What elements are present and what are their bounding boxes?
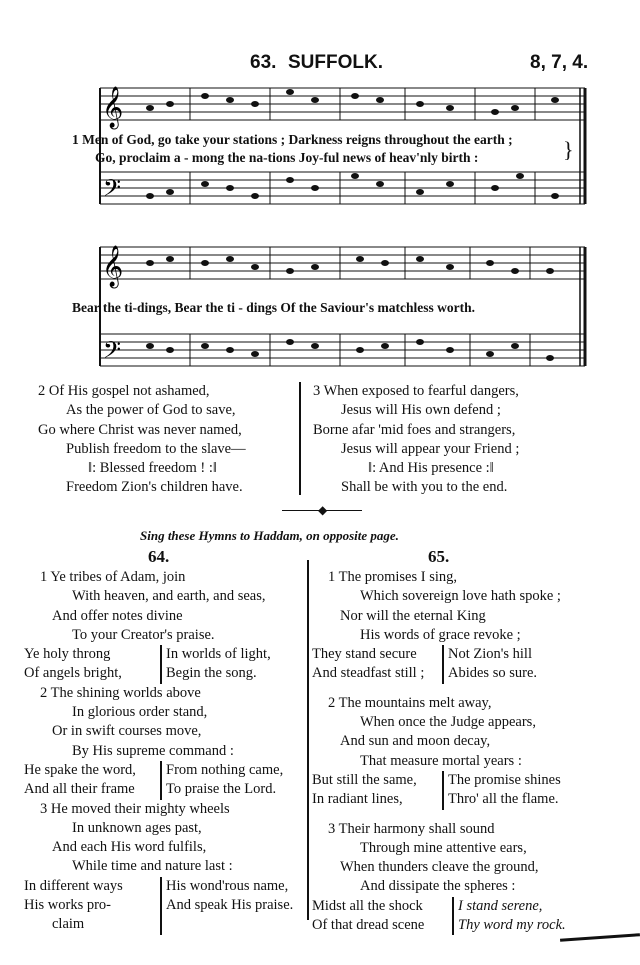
tune-note: Sing these Hymns to Haddam, on opposite page. <box>140 528 399 543</box>
hymn63-verse-2: 2 Of His gospel not ashamed, As the power of God to save, Go where Christ was never named, Publish freedom to the slave— ‖: Blessed freedom ! :‖ Freedom Zion's children have. <box>38 383 246 496</box>
hymn65-number: 65. <box>428 547 450 566</box>
column-divider-lower <box>307 560 309 920</box>
hymn-number: 63. <box>250 52 277 73</box>
svg-text:𝄞: 𝄞 <box>102 87 124 128</box>
brace: } <box>563 137 574 162</box>
ornament-diamond-icon: ◆ <box>318 503 328 517</box>
svg-text:𝄢: 𝄢 <box>103 336 122 369</box>
hymn64-text: 1 Ye tribes of Adam, join With heaven, and earth, and seas, And offer notes divine To your Creator's praise. Ye holy throng In worlds of light, Of angels bright, Begin the song. 2 The shining worlds above In glorious order stand, Or in swift courses move, By His supreme command : He spake the word, From nothing came, And all their frame To praise the Lord. 3 He moved their mighty wheels In unknown ages past, And each His word fulfils, While time and nature last : In different ways His wond'rous name, His works pro- And speak His praise. claim <box>24 568 314 935</box>
svg-text:𝄞: 𝄞 <box>102 246 124 287</box>
music-lyric-line-2: Go, proclaim a - mong the na-tions Joy-ful news of heav'nly birth : <box>95 150 479 165</box>
music-lyric-line-1: 1 Men of God, go take your stations ; Darkness reigns throughout the earth ; <box>72 132 513 147</box>
meter: 8, 7, 4. <box>530 52 589 73</box>
music-lyric-line-3: Bear the ti-dings, Bear the ti - dings Of the Saviour's matchless worth. <box>72 300 475 315</box>
svg-text:𝄢: 𝄢 <box>103 174 122 207</box>
treble-staff-1 <box>0 0 640 400</box>
column-divider <box>299 382 301 495</box>
hymn65-text: 1 The promises I sing, Which sovereign love hath spoke ; Nor will the eternal King His words of grace revoke ; They stand secure Not Zion's hill And steadfast still ; Abides so sure. 2 The mountains melt away, When once the Judge appears, And sun and moon decay, That measure mortal years : But still the same, The promise shines In radiant lines, Thro' all the flame. 3 Their harmony shall sound Through mine attentive ears, When thunders cleave the ground, And dissipate the spheres : Midst all the shock I stand serene, Of that dread scene Thy word my rock. <box>312 568 612 935</box>
tune-title: SUFFOLK. <box>288 52 383 73</box>
hymn63-verse-3: 3 When exposed to fearful dangers, Jesus will His own defend ; Borne afar 'mid foes and strangers, Jesus will appear your Friend ; ‖: And His presence :‖ Shall be with you to the end. <box>313 383 520 496</box>
hymn64-number: 64. <box>148 547 170 566</box>
